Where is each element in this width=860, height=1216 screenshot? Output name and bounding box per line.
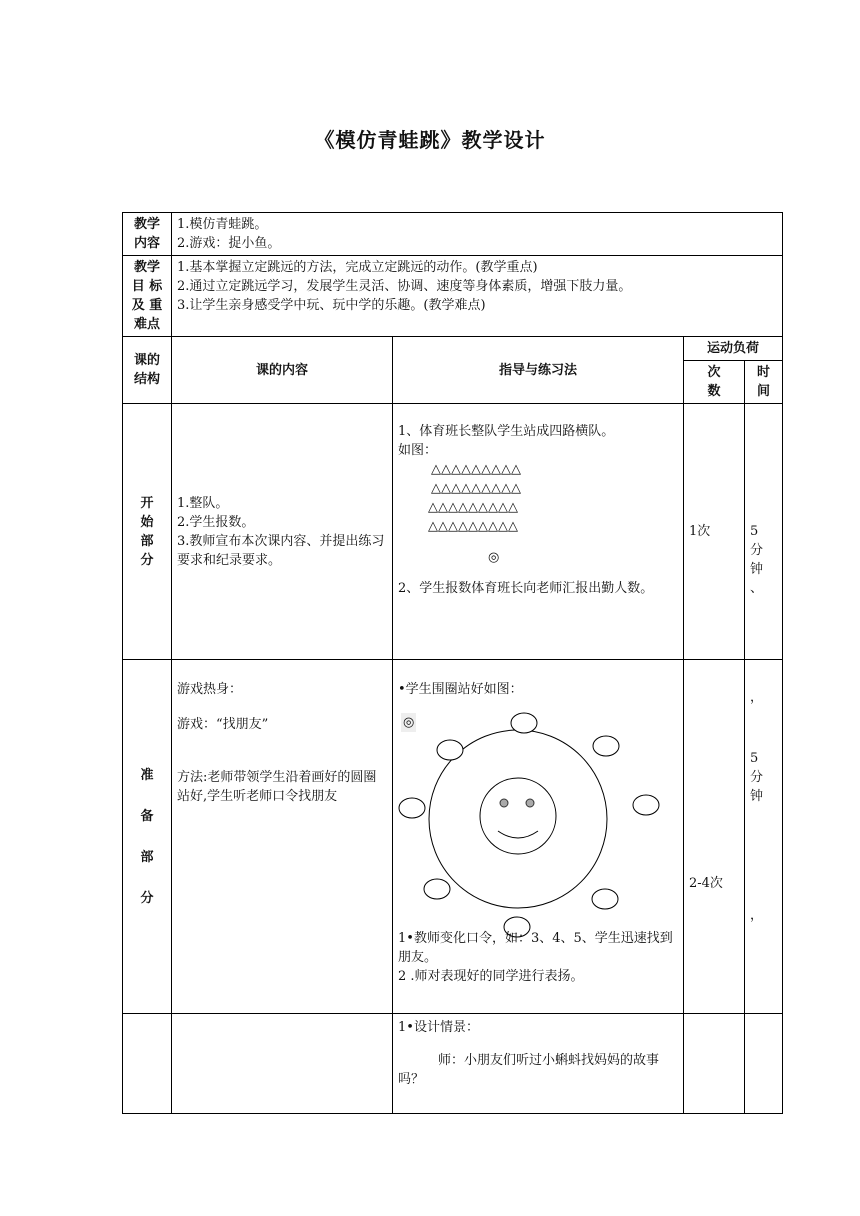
circle-diagram: [398, 699, 678, 929]
content-text: 游戏热身：: [177, 682, 243, 697]
formation-row: △△△△△△△△△: [431, 462, 521, 477]
content-item: 2.学生报数。: [177, 514, 255, 530]
next-times: [684, 1014, 745, 1114]
student-oval: [511, 713, 537, 733]
start-section-row: [123, 404, 783, 660]
goal-item: 3.让学生亲身感受学中玩、玩中学的乐趣。(教学难点): [177, 298, 486, 313]
prep-section-label: 准 备 部 分: [123, 660, 172, 1014]
smiley-eye: [500, 799, 508, 807]
student-oval: [399, 798, 425, 818]
content-item: 3.教师宣布本次课内容、并提出练习要求和纪录要求。: [177, 533, 385, 568]
formation-row: △△△△△△△△△: [428, 519, 518, 534]
prep-duration: ， 5 分 钟 ，: [745, 660, 783, 1014]
circle-svg: [398, 699, 678, 929]
prep-times: 2-4次: [684, 660, 745, 1014]
next-section-row: [123, 1014, 783, 1114]
start-section-label: 开 始 部 分: [123, 404, 172, 660]
next-duration: [745, 1014, 783, 1114]
start-section-content: [172, 404, 393, 660]
method-text: •学生围圈站好如图：: [398, 682, 523, 697]
method-header: 指导与练习法: [393, 337, 684, 404]
next-section-label: [123, 1014, 172, 1114]
method-text: 1、体育班长整队学生站成四路横队。: [398, 424, 615, 439]
method-text: 2、学生报数体育班长向老师汇报出勤人数。: [398, 581, 654, 596]
content-items: [172, 213, 783, 256]
method-text: 2 .师对表现好的同学进行表扬。: [398, 969, 584, 984]
goals-label: 教学 目 标 及 重 难点: [123, 256, 172, 337]
student-oval: [437, 740, 463, 760]
game-name: 游戏：“找朋友”: [177, 717, 269, 732]
start-section-method: [393, 404, 684, 660]
goal-item: 2.通过立定跳远学习，发展学生灵活、协调、速度等身体素质，增强下肢力量。: [177, 279, 632, 294]
method-text: 师：小朋友们听过小蝌蚪找妈妈的故事吗？: [398, 1053, 660, 1087]
method-text: 1•教师变化口令，如：3、4、5、学生迅速找到朋友。: [398, 931, 673, 965]
goals-items: [172, 256, 783, 337]
goal-item: 1.基本掌握立定跳远的方法，完成立定跳远的动作。(教学重点): [177, 260, 538, 275]
method-text: 如图：: [398, 443, 438, 458]
content-item: 2.游戏：捉小鱼。: [177, 236, 281, 251]
smiley-eye: [526, 799, 534, 807]
prep-section-row: [123, 660, 783, 1014]
times-header: 次 数: [684, 361, 745, 404]
content-item: 1.整队。: [177, 495, 229, 511]
load-header: 运动负荷: [684, 337, 783, 361]
header-row: [123, 337, 783, 361]
student-oval: [633, 795, 659, 815]
teacher-icon: ◎: [403, 715, 415, 730]
page-title: 《模仿青蛙跳》教学设计: [314, 128, 546, 152]
content-label: 教学 内容: [123, 213, 172, 256]
duration-header: 时 间: [745, 361, 783, 404]
next-section-content: [172, 1014, 393, 1114]
formation-row: △△△△△△△△△: [428, 500, 518, 515]
teacher-icon: ◎: [488, 550, 500, 565]
student-oval: [424, 879, 450, 899]
content-item: 1.模仿青蛙跳。: [177, 217, 268, 232]
formation-row: △△△△△△△△△: [431, 481, 521, 496]
start-duration: 5 分 钟 、: [745, 404, 783, 660]
content-row: [123, 213, 783, 256]
lesson-plan-table: [122, 212, 783, 1114]
smiley-face: [480, 778, 556, 854]
method-text: 1•设计情景：: [398, 1020, 479, 1035]
student-oval: [593, 736, 619, 756]
prep-section-content: [172, 660, 393, 1014]
student-oval: [592, 889, 618, 909]
next-section-method: [393, 1014, 684, 1114]
prep-steps: [398, 929, 678, 986]
content-text: 方法:老师带领学生沿着画好的圆圈站好,学生听老师口令找朋友: [177, 770, 377, 804]
structure-header: 课的 结构: [123, 337, 172, 404]
goals-row: [123, 256, 783, 337]
prep-section-method: [393, 660, 684, 1014]
content-header: 课的内容: [172, 337, 393, 404]
start-times: 1次: [684, 404, 745, 660]
